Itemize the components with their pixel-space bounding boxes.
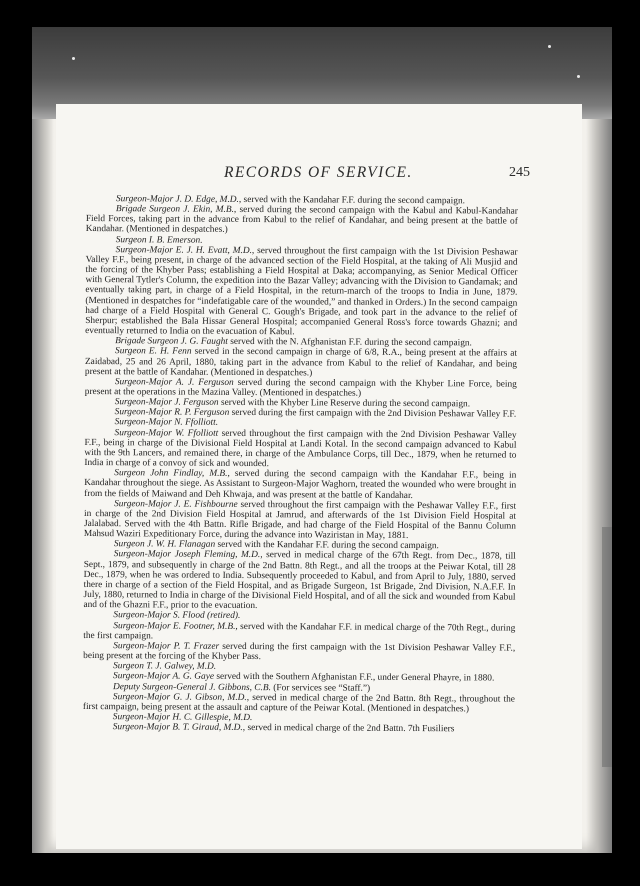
officer-name: Surgeon-Major E. Footner, M.B., <box>113 620 238 632</box>
officer-name: Surgeon-Major B. T. Giraud, M.D., <box>112 722 246 734</box>
right-dark-edge <box>602 527 612 767</box>
service-entry <box>83 549 515 613</box>
officer-name: Surgeon-Major P. T. Frazer <box>113 641 220 652</box>
dust-speck <box>577 75 580 78</box>
page-number: 245 <box>509 165 530 180</box>
service-entry <box>85 377 517 400</box>
officer-name: Surgeon J. W. H. Flanagan <box>113 539 216 551</box>
officer-name: Surgeon-Major N. Ffolliott. <box>114 417 219 429</box>
service-entry <box>83 641 515 664</box>
service-text: served in medical charge of the 67th Regt. from Dec., 1878, till Sept., 1879, and subsequently in charge of the 2nd Battn. 8th Regt., and all the troops at the Peiwar Kotal, till 28 Dec., 1879, when he was ordered to India. Subsequently proceeded to Kabul, and from April to July, 1880, served there in charge of a section of the Field Hospital, and as Brigade Surgeon, 1st Brigade, 2nd Division, N.A.F.F. In July, 1880, returned to India in charge of the Divisional Field Hospital, and of all the sick and wounded from Kabul and of the Ghazni F.F., prior to the evacuation. <box>83 550 516 612</box>
officer-name: Surgeon-Major S. Flood (retired). <box>113 610 241 622</box>
service-entry <box>84 468 516 501</box>
dust-speck <box>548 45 551 48</box>
service-text: served with the Southern Afghanistan F.F., under General Phayre, in 1880. <box>213 672 495 684</box>
officer-name: Brigade Surgeon J. Ekin, M.B., <box>115 204 237 216</box>
service-text: served during the second campaign with the Khyber Line Force, being present at the operations in the Mazina Valley. (Mentioned in despatches.) <box>84 377 517 399</box>
service-entry <box>84 428 516 471</box>
service-entry <box>86 204 518 237</box>
running-title: RECORDS OF SERVICE. <box>224 164 413 181</box>
officer-name: Surgeon-Major J. E. Fishbourne <box>114 498 238 510</box>
service-text: served in medical charge of the 2nd Battn. 7th Fusiliers <box>245 723 455 735</box>
service-text: served throughout the first campaign with the Peshawar Valley F.F., first in charge of the 2nd Division Field Hospital at Jamrud, and afterwards of the 1st Division Field Hospital at Jalalabad. Served with the 4th Battn. Rifle Brigade, and had charge of the Field Hospital of the Bannu Column Mahsud Waziri Expeditionary Force, during the advance into Waziristan in May, 1881. <box>83 499 517 542</box>
officer-name: Surgeon-Major W. Ffolliott <box>114 427 219 439</box>
service-text: served in medical charge of the 2nd Battn. 8th Regt., throughout the first campaign, being present at the assault and capture of the Peiwar Kotal. (Mentioned in despatches.) <box>82 692 515 715</box>
officer-name: Surgeon-Major A. J. Ferguson <box>114 376 234 388</box>
service-entry <box>85 346 517 379</box>
officer-name: Surgeon-Major J. D. Edge, M.D., <box>115 194 242 205</box>
service-text: served in the second campaign in charge of 6/8, R.A., being present at the affairs at Zaidabad, 25 and 26 April, 1880, taking part in the advance from Kabul to the relief of Kandahar, and being present at the battle of Kandahar. (Mentioned in despatches.) <box>84 346 518 379</box>
service-text: served with the Kandahar F.F. during the second campaign. <box>241 194 465 207</box>
officer-name: Surgeon T. J. Galwey, M.D. <box>113 661 217 672</box>
officer-name: Surgeon John Findlay, M.B., <box>114 468 230 480</box>
service-text: served during the first campaign with the 2nd Division Peshawar Valley F.F. <box>229 408 517 420</box>
officer-name: Surgeon I. B. Emerson. <box>115 234 203 246</box>
service-text: served throughout the first campaign with the 1st Division Peshawar Valley F.F., being present, in charge of the advanced section of the Field Hospital, at the taking of Ali Musjid and the forcing of the Khyber Pass; establishing a Field Hospital at Daka; accompanying, as Senior Medical Officer with General Tytler's Column, the expedition into the Bazar Valley; advancing with the Division to Gandamak; and eventually taking part, in charge of a Field Hospital, in the return-march of the troops to India in June, 1879. (Mentioned in despatches for “indefatigable care of the wounded,” and thanked in Orders.) In the second campaign had charge of a Field Hospital with General C. Gough's Brigade, and took part in the advance to the relief of Sherpur; established the Bala Hissar General Hospital; accompanied General Ross's force towards Ghazni; and eventually returned to India on the evacuation of Kabul. <box>85 245 518 338</box>
dust-speck <box>72 57 75 60</box>
service-text: served during the first campaign with the 1st Division Peshawar Valley F.F., being present at the forcing of the Khyber Pass. <box>83 641 516 663</box>
service-text: (For services see “Staff.”) <box>270 682 371 694</box>
service-text: served during the second campaign with the Kabul and Kabul-Kandahar Field Forces, taking part in the advance from Kabul to the relief of Kandahar, and being present at the battle of Kandahar. (Mentioned in despatches.) <box>85 205 518 236</box>
service-text: served with the Kandahar F.F. in medical charge of the 70th Regt., during the first campaign. <box>83 621 516 642</box>
officer-name: Surgeon-Major G. J. Gibson, M.D., <box>112 691 250 703</box>
officer-name: Surgeon-Major R. P. Ferguson <box>114 407 230 419</box>
left-shadow-edge <box>32 119 54 853</box>
officer-name: Surgeon-Major E. J. H. Evatt, M.D., <box>115 244 255 256</box>
service-text: served with the Khyber Line Reserve during the second campaign. <box>218 397 471 410</box>
officer-name: Surgeon-Major Joseph Fleming, M.D., <box>113 549 263 561</box>
service-entry <box>85 245 518 339</box>
service-text: served with the Kandahar F.F. during the second campaign. <box>215 540 439 552</box>
officer-name: Surgeon E. H. Fenn <box>115 346 192 357</box>
service-text: served with the N. Afghanistan F.F. during the second campaign. <box>227 337 472 349</box>
service-text: served throughout the first campaign with the 2nd Division Peshawar Valley F.F., being in charge of the Divisional Field Hospital at Landi Kotal. In the second campaign advanced to Kabul with the 9th Lancers, and remained there, in charge of the Ambulance Corps, till Dec., 1879, when he returned to India in charge of a convoy of sick and wounded. <box>84 428 517 470</box>
officer-name: Surgeon-Major H. C. Gillespie, M.D. <box>112 712 253 723</box>
service-text: served during the second campaign with the Kandahar F.F., being in Kandahar throughout the siege. As Assistant to Surgeon-Major Waghorn, treated the wounded who were brought in from the fields of Maiwand and Deh Khwaja, and was present at the battle of Kandahar. <box>84 469 517 501</box>
officer-name: Brigade Surgeon J. G. Faught <box>115 336 228 348</box>
service-entry <box>83 692 515 715</box>
page-body <box>83 194 518 735</box>
officer-name: Surgeon-Major J. Ferguson <box>114 397 219 408</box>
service-entry <box>83 621 515 644</box>
officer-name: Surgeon-Major A. G. Gaye <box>113 671 215 683</box>
page-header <box>64 160 530 182</box>
officer-name: Deputy Surgeon-General J. Gibbons, C.B. <box>112 681 271 693</box>
service-entry <box>84 499 516 542</box>
